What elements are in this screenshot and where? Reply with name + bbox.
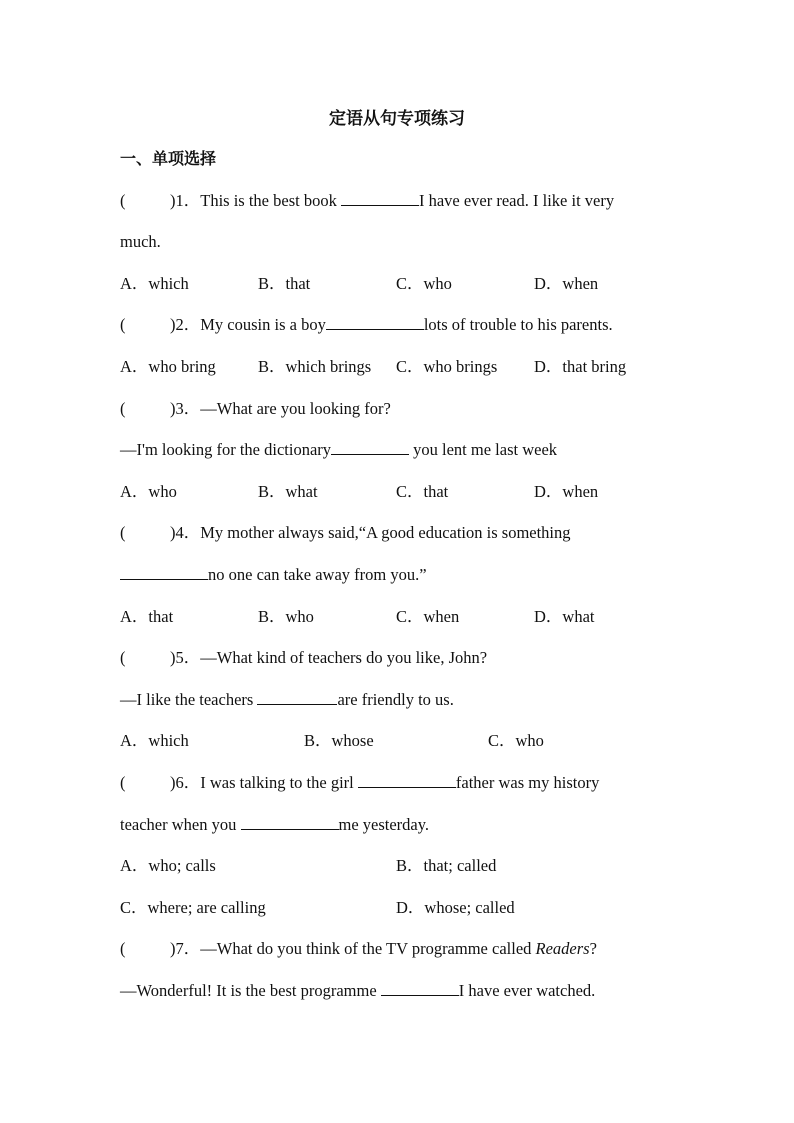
q2-option-c: C．who brings <box>396 357 498 376</box>
question-3: ( )3．—What are you looking for? <box>120 399 391 418</box>
page-title: 定语从句专项练习 <box>329 109 465 129</box>
answer-blank[interactable] <box>331 439 409 455</box>
question-5-response: —I like the teachers are friendly to us. <box>120 690 454 709</box>
question-4: ( )4．My mother always said,“A good education is something <box>120 523 571 542</box>
answer-blank[interactable] <box>326 314 424 330</box>
q5-option-b: B．whose <box>304 731 374 750</box>
question-6-continued: teacher when you me yesterday. <box>120 815 430 834</box>
q6-option-c: C．where; are calling <box>120 898 266 917</box>
q6-option-a: A．who; calls <box>120 856 216 875</box>
answer-paren: ( <box>120 399 126 418</box>
q5-option-a: A．which <box>120 731 189 750</box>
answer-blank[interactable] <box>241 814 339 830</box>
q3-option-a: A．who <box>120 482 177 501</box>
q4-option-a: A．that <box>120 607 174 626</box>
answer-paren: ( <box>120 773 126 792</box>
question-2: ( )2．My cousin is a boy lots of trouble to his parents. <box>120 315 613 334</box>
q2-option-b: B．which brings <box>258 357 372 376</box>
q3-option-d: D．when <box>534 482 599 501</box>
q6-option-d: D．whose; called <box>396 898 515 917</box>
q4-option-c: C．when <box>396 607 460 626</box>
answer-paren: ( <box>120 939 126 958</box>
answer-blank[interactable] <box>381 980 459 996</box>
answer-blank[interactable] <box>120 564 208 580</box>
question-1: ( )1．This is the best book I have ever read. I like it very <box>120 191 615 210</box>
q3-option-b: B．what <box>258 482 318 501</box>
question-7: ( )7．—What do you think of the TV programme called Readers? <box>120 939 597 958</box>
q4-option-b: B．who <box>258 607 314 626</box>
q2-option-d: D．that bring <box>534 357 627 376</box>
answer-paren: ( <box>120 523 126 542</box>
question-6: ( )6．I was talking to the girl father was my history <box>120 773 600 792</box>
answer-blank[interactable] <box>341 190 419 206</box>
question-1-continued: much. <box>120 232 161 251</box>
answer-paren: ( <box>120 315 126 334</box>
q2-option-a: A．who bring <box>120 357 216 376</box>
q5-option-c: C．who <box>488 731 544 750</box>
programme-title: Readers <box>535 939 590 958</box>
q4-option-d: D．what <box>534 607 595 626</box>
question-3-response: —I'm looking for the dictionary you lent me last week <box>120 440 558 459</box>
q1-option-a: A．which <box>120 274 189 293</box>
answer-blank[interactable] <box>358 772 456 788</box>
q3-option-c: C．that <box>396 482 449 501</box>
answer-paren: ( <box>120 191 126 210</box>
q6-option-b: B．that; called <box>396 856 497 875</box>
answer-paren: ( <box>120 648 126 667</box>
q1-option-b: B．that <box>258 274 311 293</box>
question-4-continued: no one can take away from you.” <box>120 564 427 586</box>
q1-option-c: C．who <box>396 274 452 293</box>
answer-blank[interactable] <box>257 689 337 705</box>
q1-option-d: D．when <box>534 274 599 293</box>
question-5: ( )5．—What kind of teachers do you like, John? <box>120 648 488 667</box>
section-heading: 一、单项选择 <box>120 149 217 168</box>
question-7-response: —Wonderful! It is the best programme I have ever watched. <box>120 981 596 1000</box>
